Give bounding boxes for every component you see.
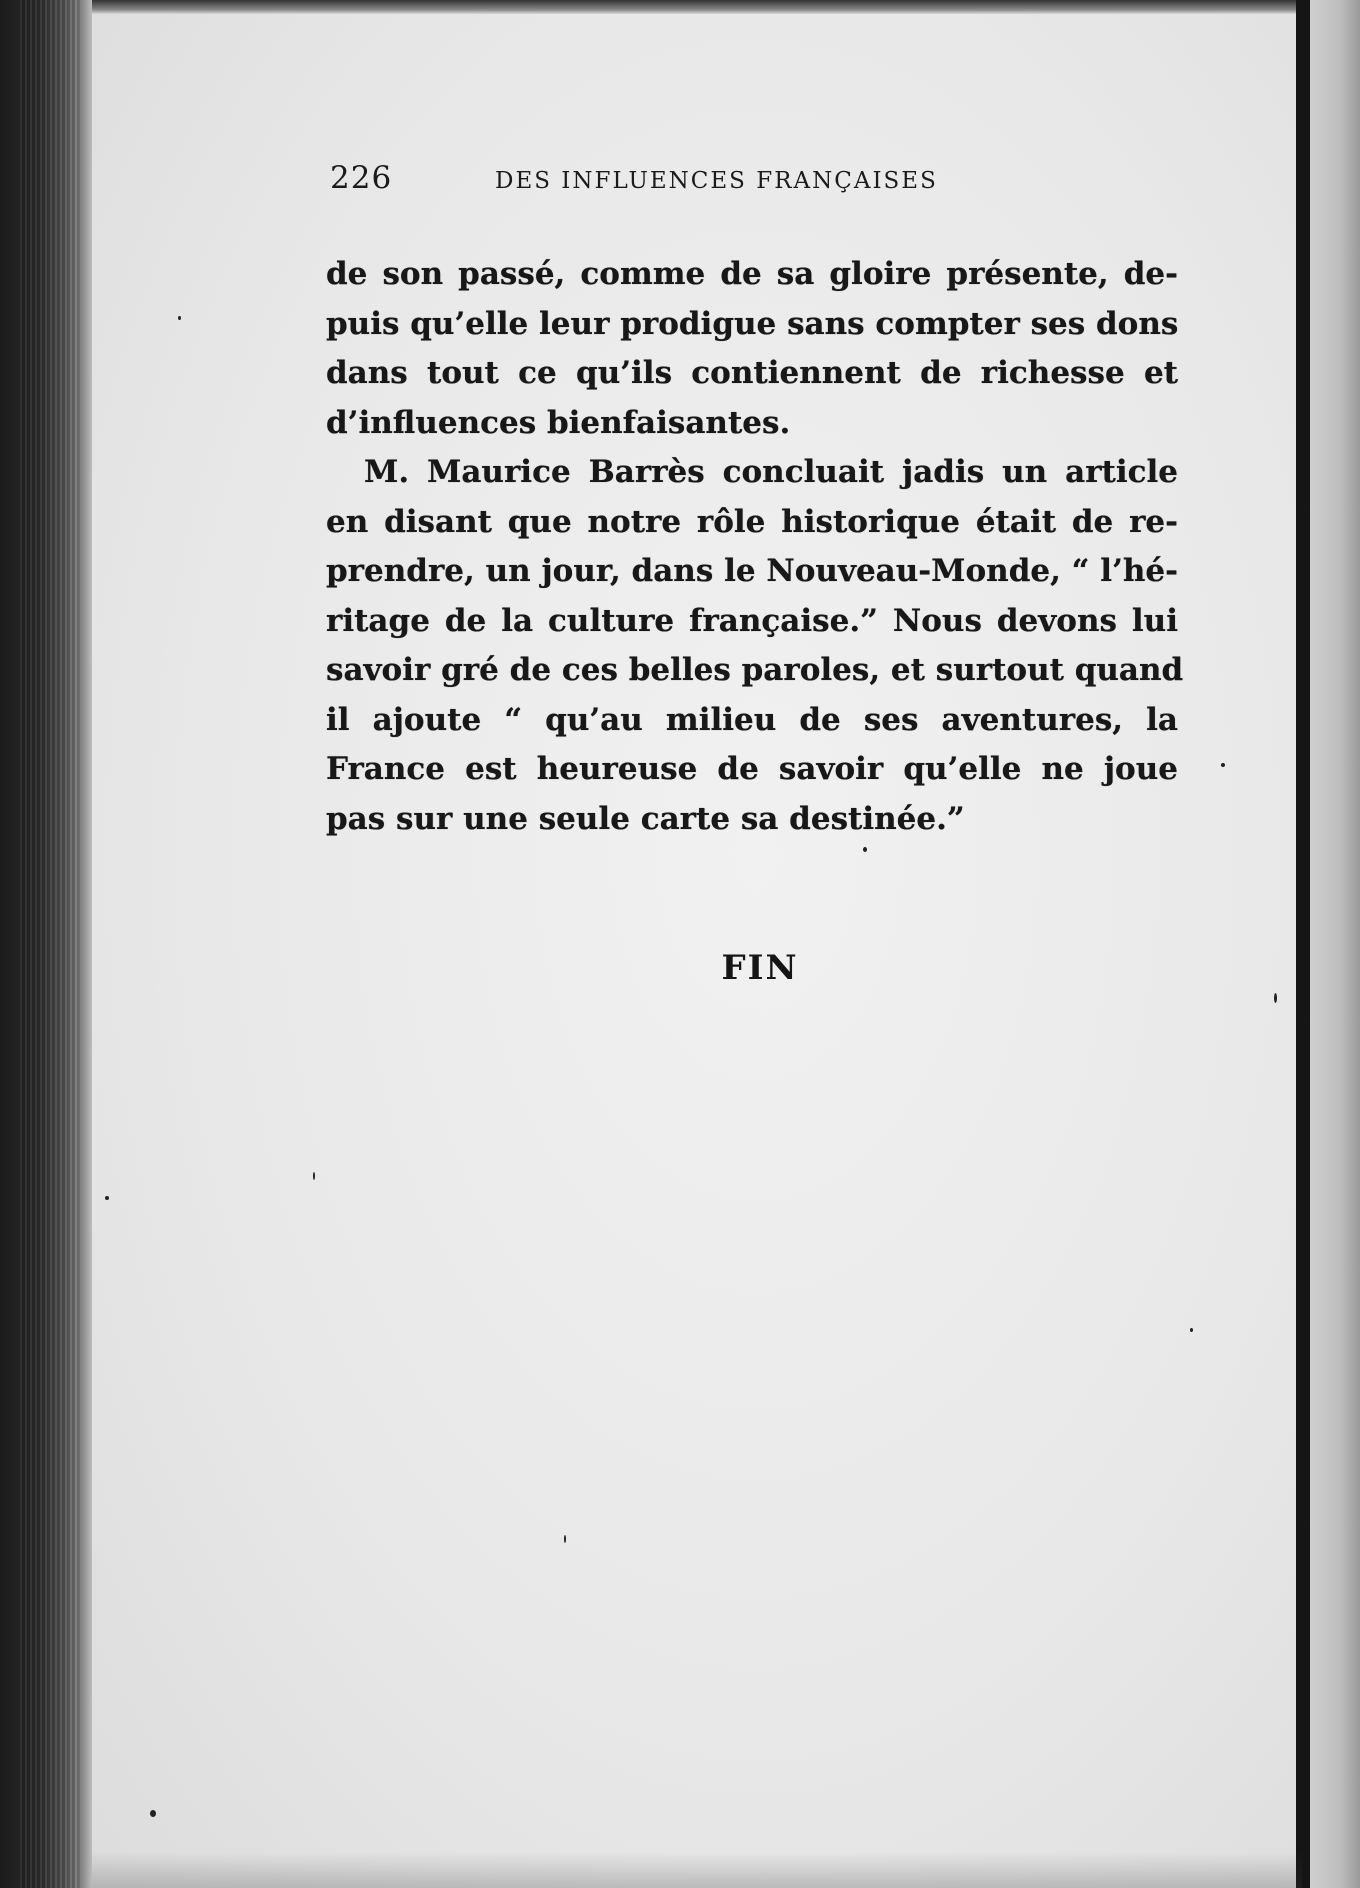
- scan-speck: [150, 1810, 156, 1817]
- adjacent-page-edge: [1310, 0, 1360, 1888]
- scan-speck: [1274, 993, 1277, 1003]
- paragraph-1: [326, 250, 1178, 448]
- text-line: M. Maurice Barrès concluait jadis un article: [364, 454, 1178, 490]
- text-line: savoir gré de ces belles paroles, et surtout quand: [326, 652, 1184, 688]
- book-page-stack: [20, 0, 80, 1888]
- top-edge: [92, 0, 1302, 14]
- body-text: [326, 250, 1184, 844]
- running-title: DES INFLUENCES FRANÇAISES: [495, 168, 938, 194]
- paragraph-2: [326, 448, 1184, 844]
- end-mark: FIN: [721, 948, 799, 988]
- text-line: d’influences bienfaisantes.: [326, 404, 791, 441]
- text-line: prendre, un jour, dans le Nouveau-Monde, “ l’hé-: [326, 553, 1179, 589]
- scan-speck: [1190, 1328, 1193, 1332]
- scan-speck: [313, 1172, 315, 1180]
- scan-speck: [178, 316, 181, 320]
- text-line: de son passé, comme de sa gloire présente, de-: [326, 256, 1178, 292]
- text-line: ritage de la culture française.” Nous devons lui: [326, 602, 1178, 639]
- page-number: 226: [330, 160, 393, 196]
- text-line: en disant que notre rôle historique était de re-: [326, 503, 1178, 540]
- text-line: dans tout ce qu’ils contiennent de richesse et: [326, 355, 1178, 391]
- text-line: pas sur une seule carte sa destinée.”: [326, 800, 965, 837]
- bottom-shadow: [92, 1852, 1302, 1888]
- scan-speck: [863, 847, 867, 852]
- text-line: puis qu’elle leur prodigue sans compter ses dons: [326, 305, 1179, 342]
- scan-speck: [105, 1196, 109, 1200]
- running-head: [330, 160, 1020, 200]
- text-line: il ajoute “ qu’au milieu de ses aventures, la: [326, 701, 1178, 738]
- gutter-edge: [1296, 0, 1310, 1888]
- text-line: France est heureuse de savoir qu’elle ne joue: [326, 751, 1178, 787]
- scan-speck: [1221, 763, 1225, 767]
- scan-speck: [564, 1535, 566, 1543]
